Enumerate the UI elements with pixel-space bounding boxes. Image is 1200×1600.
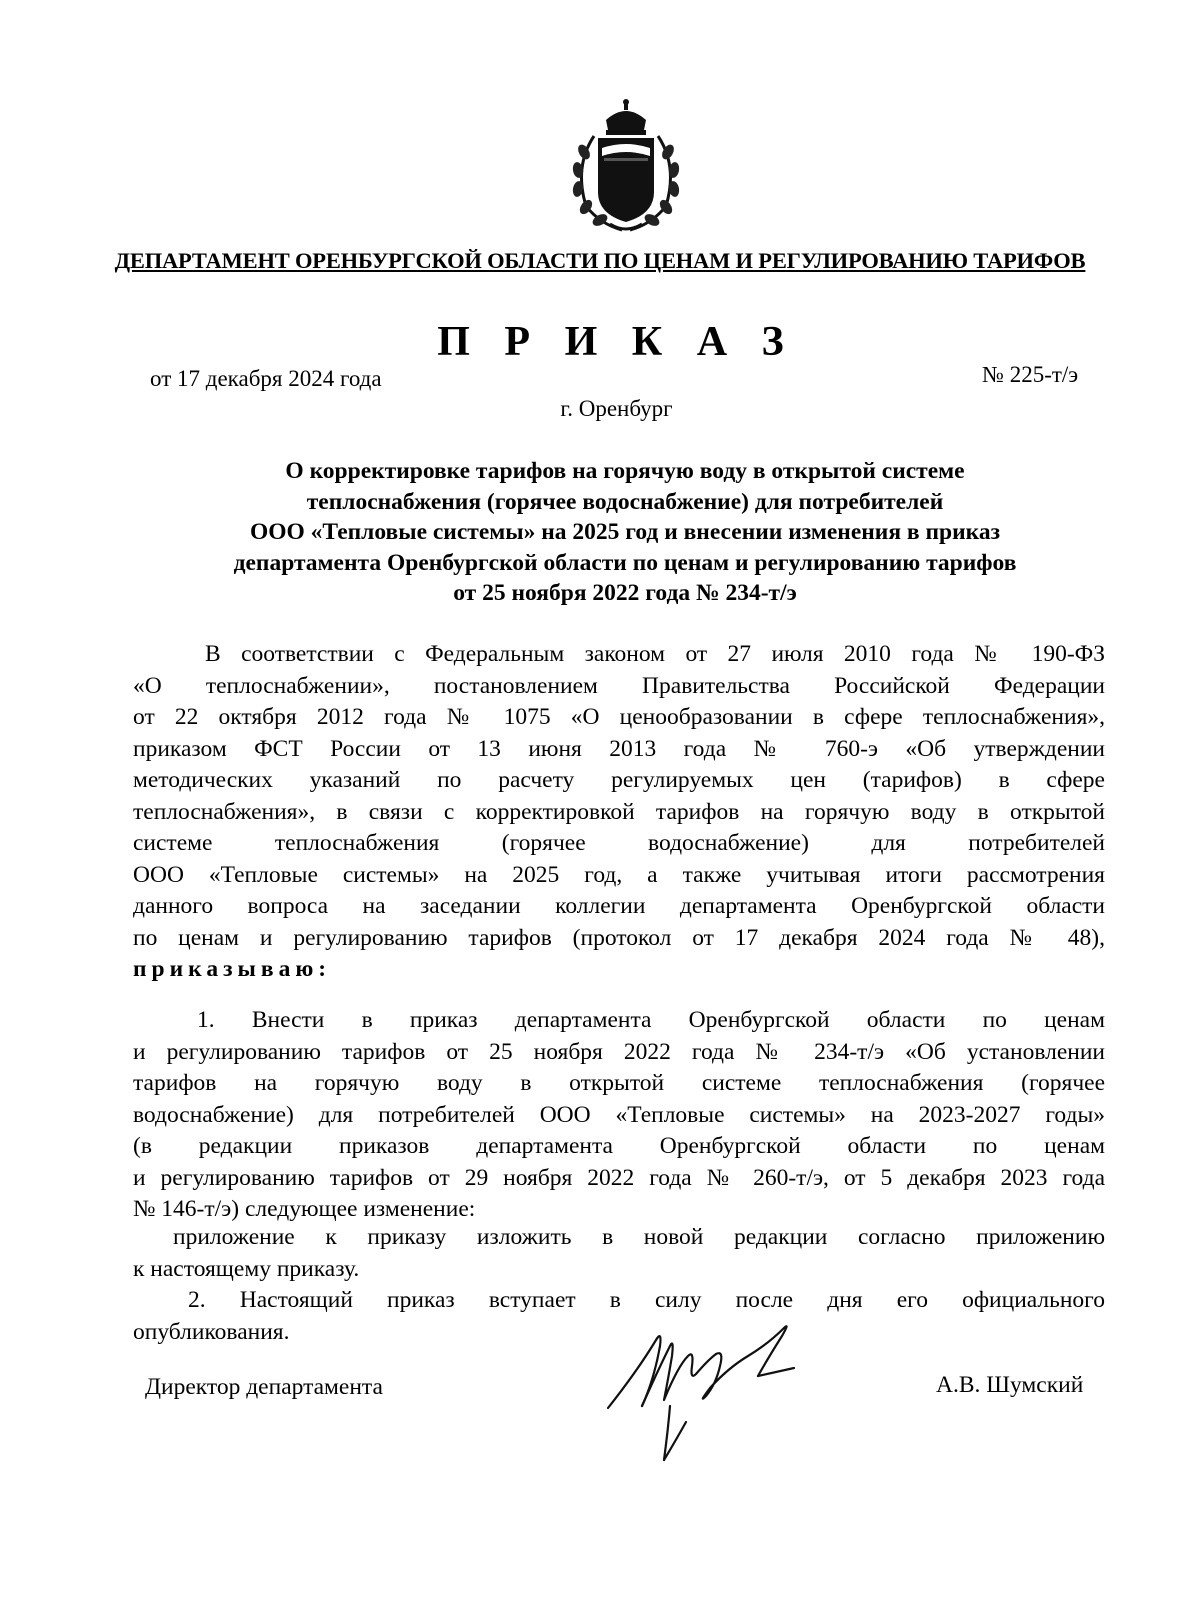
preamble-paragraph <box>133 639 1105 986</box>
orders-word: приказываю: <box>133 956 332 982</box>
document-type-title: П Р И К А З <box>437 319 796 365</box>
order-item-1 <box>133 1005 1105 1226</box>
subject-line: теплоснабжения (горячее водоснабжение) для потребителей <box>306 488 944 515</box>
text-line: опубликования. <box>133 1318 290 1345</box>
order-subject <box>145 456 1105 609</box>
text-line: теплоснабжения», в связи с корректировкой тарифов на горячую воду в открытой <box>133 798 1105 825</box>
subject-line: ООО «Тепловые системы» на 2025 год и внесении изменения в приказ <box>249 519 1001 545</box>
text-line: приложение к приказу изложить в новой редакции согласно приложению <box>173 1224 1105 1250</box>
text-line: к настоящему приказу. <box>133 1255 360 1282</box>
text-line: приказом ФСТ России от 13 июня 2013 года № 760-э «Об утверждении <box>133 735 1105 762</box>
text-line: тарифов на горячую воду в открытой системе теплоснабжения (горячее <box>133 1070 1105 1096</box>
order-number: № 225-т/э <box>982 362 1079 387</box>
text-line: (в редакции приказов департамента Оренбургской области по ценам <box>133 1133 1105 1159</box>
signer-name: А.В. Шумский <box>936 1372 1084 1398</box>
subject-line: от 25 ноября 2022 года № 234-т/э <box>453 580 797 606</box>
text-line: системе теплоснабжения (горячее водоснабжение) для потребителей <box>133 830 1105 856</box>
text-line: от 22 октября 2012 года № 1075 «О ценообразовании в сфере теплоснабжения», <box>133 704 1105 730</box>
text-line: методических указаний по расчету регулируемых цен (тарифов) в сфере <box>133 767 1105 793</box>
text-line: и регулированию тарифов от 29 ноября 2022 года № 260-т/э, от 5 декабря 2023 года <box>133 1164 1105 1191</box>
text-line: 1. Внести в приказ департамента Оренбургской области по ценам <box>197 1007 1105 1033</box>
text-line: ООО «Тепловые системы» на 2025 год, а также учитывая итоги рассмотрения <box>133 861 1105 888</box>
department-header: ДЕПАРТАМЕНТ ОРЕНБУРГСКОЙ ОБЛАСТИ ПО ЦЕНАМ И РЕГУЛИРОВАНИЮ ТАРИФОВ <box>114 248 1086 273</box>
coat-of-arms-icon <box>556 96 696 236</box>
order-date: от 17 декабря 2024 года <box>150 366 382 391</box>
text-line: № 146-т/э) следующее изменение: <box>133 1196 476 1222</box>
handwritten-signature-icon <box>598 1310 818 1470</box>
text-line: и регулированию тарифов от 25 ноября 2022 года № 234-т/э «Об установлении <box>133 1038 1105 1065</box>
text-line: В соответствии с Федеральным законом от 27 июля 2010 года № 190-ФЗ <box>205 641 1105 667</box>
text-line: по ценам и регулированию тарифов (протокол от 17 декабря 2024 года № 48), <box>133 924 1105 951</box>
text-line: 2. Настоящий приказ вступает в силу после дня его официального <box>188 1287 1105 1313</box>
subject-line: департамента Оренбургской области по ценам и регулированию тарифов <box>233 549 1017 576</box>
text-line: водоснабжение) для потребителей ООО «Тепловые системы» на 2023-2027 годы» <box>133 1101 1105 1128</box>
subject-line: О корректировке тарифов на горячую воду в открытой системе <box>285 458 965 484</box>
text-line: «О теплоснабжении», постановлением Правительства Российской Федерации <box>133 672 1105 699</box>
text-line: данного вопроса на заседании коллегии департамента Оренбургской области <box>133 893 1105 919</box>
order-city: г. Оренбург <box>560 396 673 421</box>
signer-position: Директор департамента <box>145 1374 383 1400</box>
